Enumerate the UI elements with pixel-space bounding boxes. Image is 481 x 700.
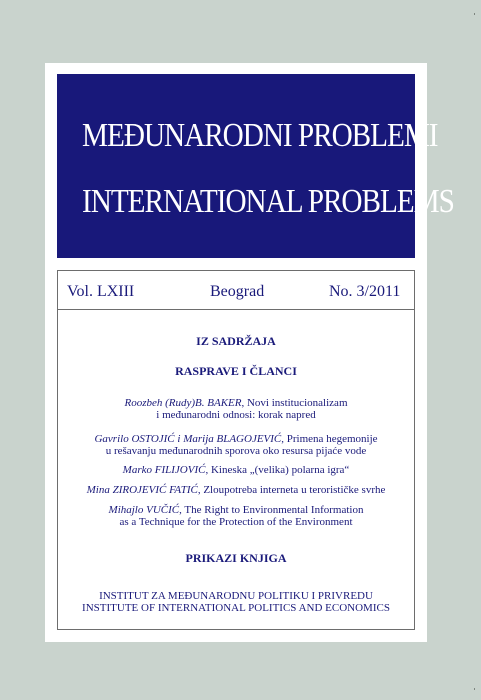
article-author: Gavrilo OSTOJIĆ i Marija BLAGOJEVIĆ xyxy=(94,433,282,445)
article-author: Marko FILIJOVIĆ xyxy=(122,464,206,476)
article-entry xyxy=(58,397,414,409)
article-title: , Novi institucionalizam xyxy=(241,397,348,409)
edge-tick xyxy=(474,13,475,15)
contents-frame xyxy=(57,270,415,630)
journal-cover xyxy=(45,63,454,642)
articles-section-heading: RASPRAVE I ČLANCI xyxy=(175,364,297,378)
article-author: Mina ZIROJEVIĆ FATIĆ xyxy=(86,484,198,496)
article-entry xyxy=(58,464,414,476)
article-title-continued: as a Technique for the Protection of the Environment xyxy=(119,516,353,528)
city-label: Beograd xyxy=(210,283,265,300)
contents-heading: IZ SADRŽAJA xyxy=(196,334,276,348)
article-title: , Zloupotreba interneta u terorističke svrhe xyxy=(197,484,386,496)
journal-title-serbian: MEĐUNARODNI PROBLEMI xyxy=(82,117,438,154)
article-author: Roozbeh (Rudy)B. BAKER xyxy=(124,397,242,409)
article-title-continued: u rešavanju međunarodnih sporova oko resursa pijaće vode xyxy=(105,445,367,457)
journal-title-english: INTERNATIONAL PROBLEMS xyxy=(82,183,454,220)
article-title-continued: i međunarodni odnosi: korak napred xyxy=(156,409,316,421)
volume-label: Vol. LXIII xyxy=(67,283,135,300)
publisher-english: INSTITUTE OF INTERNATIONAL POLITICS AND ECONOMICS xyxy=(82,602,390,614)
publisher-serbian: INSTITUT ZA MEĐUNARODNU POLITIKU I PRIVREDU xyxy=(99,590,373,602)
article-title: , The Right to Environmental Information xyxy=(179,504,364,516)
article-author: Mihajlo VUČIĆ xyxy=(108,504,180,516)
article-title: , Kineska „(velika) polarna igra“ xyxy=(205,464,350,476)
issue-number: No. 3/2011 xyxy=(329,283,401,300)
title-banner xyxy=(57,74,454,258)
divider xyxy=(58,309,414,310)
reviews-section-heading: PRIKAZI KNJIGA xyxy=(185,551,287,565)
article-title: , Primena hegemonije xyxy=(281,433,378,445)
edge-tick xyxy=(474,688,475,690)
article-entry xyxy=(58,504,414,516)
article-entry xyxy=(58,484,414,496)
article-entry xyxy=(58,433,414,445)
